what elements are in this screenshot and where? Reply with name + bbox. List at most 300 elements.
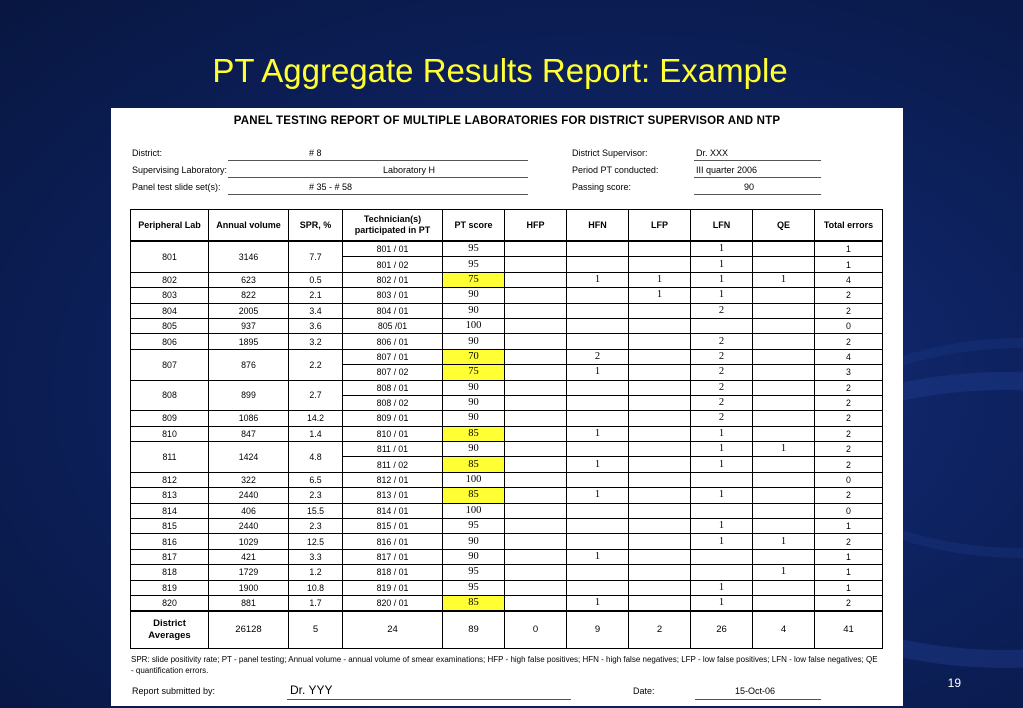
cell-total-errors: 1	[815, 549, 883, 564]
cell-hfp	[505, 457, 567, 472]
cell-volume: 847	[209, 426, 289, 441]
cell-lab: 808	[131, 380, 209, 411]
cell-hfp	[505, 411, 567, 426]
cell-lfp	[629, 411, 691, 426]
slide-number: 19	[947, 676, 961, 690]
slide-title: PT Aggregate Results Report: Example	[212, 52, 788, 89]
cell-qe	[753, 488, 815, 503]
table-row	[131, 288, 883, 303]
cell-lab: 801	[131, 241, 209, 272]
cell-lab: 817	[131, 549, 209, 564]
cell-qe	[753, 580, 815, 595]
cell-technician: 803 / 01	[343, 288, 443, 303]
district-label: District:	[132, 148, 162, 158]
cell-hfn: 1	[567, 426, 629, 441]
cell-hfn	[567, 472, 629, 487]
table-row	[131, 303, 883, 318]
cell-lab: 810	[131, 426, 209, 441]
cell-volume: 406	[209, 503, 289, 518]
cell-hfn	[567, 534, 629, 549]
cell-lfp: 1	[629, 272, 691, 287]
cell-hfn	[567, 519, 629, 534]
cell-volume: 322	[209, 472, 289, 487]
table-row	[131, 442, 883, 457]
cell-pt-score: 75	[443, 272, 505, 287]
cell-lfn: 1	[691, 288, 753, 303]
cell-lfn: 1	[691, 442, 753, 457]
table-row	[131, 334, 883, 349]
cell-technician: 818 / 01	[343, 565, 443, 580]
cell-lab: 804	[131, 303, 209, 318]
cell-volume: 876	[209, 349, 289, 380]
averages-qe: 4	[753, 611, 815, 649]
cell-lfp	[629, 241, 691, 257]
supervising-lab-row	[132, 165, 512, 179]
cell-spr: 7.7	[289, 241, 343, 272]
cell-lfp	[629, 318, 691, 333]
report-title: PANEL TESTING REPORT OF MULTIPLE LABORATORIES FOR DISTRICT SUPERVISOR AND NTP	[233, 115, 781, 127]
cell-spr: 2.3	[289, 519, 343, 534]
table-row	[131, 272, 883, 287]
cell-volume: 1729	[209, 565, 289, 580]
cell-spr: 14.2	[289, 411, 343, 426]
cell-technician: 801 / 02	[343, 257, 443, 272]
cell-spr: 3.4	[289, 303, 343, 318]
district-supervisor-row	[572, 148, 822, 162]
cell-lfn: 2	[691, 395, 753, 410]
cell-hfn	[567, 288, 629, 303]
cell-hfn	[567, 380, 629, 395]
district-row	[132, 148, 512, 162]
cell-pt-score: 85	[443, 457, 505, 472]
averages-volume: 26128	[209, 611, 289, 649]
date-row	[633, 684, 823, 700]
cell-hfp	[505, 426, 567, 441]
cell-total-errors: 1	[815, 519, 883, 534]
cell-hfp	[505, 395, 567, 410]
header-total-errors: Total errors	[815, 210, 883, 242]
cell-spr: 10.8	[289, 580, 343, 595]
cell-technician: 808 / 01	[343, 380, 443, 395]
cell-volume: 1029	[209, 534, 289, 549]
header-peripheral-lab: Peripheral Lab	[131, 210, 209, 242]
cell-technician: 815 / 01	[343, 519, 443, 534]
cell-pt-score: 90	[443, 442, 505, 457]
cell-hfn	[567, 442, 629, 457]
cell-lab: 806	[131, 334, 209, 349]
cell-total-errors: 2	[815, 380, 883, 395]
cell-lab: 819	[131, 580, 209, 595]
passing-score-row	[572, 182, 822, 196]
cell-lfn: 1	[691, 426, 753, 441]
cell-lfp	[629, 303, 691, 318]
averages-label: District Averages	[131, 611, 209, 649]
abbreviation-footnote: SPR: slide positivity rate; PT - panel testing; Annual volume - annual volume of smear examinations; HFP - high false positives; HFN - high false negatives; LFP - low false positives; LFN - low false negatives; QE - quantification errors.	[131, 655, 878, 675]
cell-total-errors: 1	[815, 580, 883, 595]
cell-lab: 813	[131, 488, 209, 503]
cell-hfp	[505, 549, 567, 564]
cell-technician: 807 / 01	[343, 349, 443, 364]
cell-lab: 818	[131, 565, 209, 580]
cell-hfp	[505, 365, 567, 380]
cell-lfn: 1	[691, 457, 753, 472]
cell-hfn	[567, 580, 629, 595]
cell-spr: 2.2	[289, 349, 343, 380]
cell-technician: 811 / 01	[343, 442, 443, 457]
cell-volume: 623	[209, 272, 289, 287]
cell-lfp: 1	[629, 288, 691, 303]
cell-volume: 1900	[209, 580, 289, 595]
date-label: Date:	[633, 686, 655, 696]
cell-qe	[753, 549, 815, 564]
header-lfp: LFP	[629, 210, 691, 242]
cell-total-errors: 2	[815, 334, 883, 349]
cell-qe	[753, 318, 815, 333]
averages-hfp: 0	[505, 611, 567, 649]
cell-hfp	[505, 318, 567, 333]
field-underline	[228, 160, 528, 161]
cell-total-errors: 0	[815, 318, 883, 333]
district-averages-row	[131, 611, 883, 649]
cell-lfn	[691, 565, 753, 580]
cell-qe	[753, 288, 815, 303]
passing-score-label: Passing score:	[572, 182, 632, 192]
table-row	[131, 488, 883, 503]
cell-technician: 816 / 01	[343, 534, 443, 549]
cell-qe	[753, 303, 815, 318]
cell-hfn: 2	[567, 349, 629, 364]
cell-qe: 1	[753, 534, 815, 549]
field-underline	[228, 177, 528, 178]
cell-technician: 806 / 01	[343, 334, 443, 349]
cell-volume: 2440	[209, 488, 289, 503]
header-lfn: LFN	[691, 210, 753, 242]
cell-spr: 3.3	[289, 549, 343, 564]
cell-lfn: 1	[691, 595, 753, 611]
cell-volume: 3146	[209, 241, 289, 272]
cell-qe	[753, 380, 815, 395]
cell-hfn	[567, 257, 629, 272]
period-value: III quarter 2006	[696, 165, 758, 175]
cell-lfp	[629, 457, 691, 472]
cell-spr: 2.1	[289, 288, 343, 303]
cell-spr: 1.2	[289, 565, 343, 580]
cell-total-errors: 1	[815, 241, 883, 257]
cell-pt-score: 95	[443, 519, 505, 534]
cell-hfn	[567, 395, 629, 410]
field-underline	[694, 194, 821, 195]
cell-lab: 805	[131, 318, 209, 333]
table-row	[131, 472, 883, 487]
cell-lfp	[629, 595, 691, 611]
cell-total-errors: 0	[815, 503, 883, 518]
header-qe: QE	[753, 210, 815, 242]
cell-lfp	[629, 426, 691, 441]
cell-hfp	[505, 334, 567, 349]
table-row	[131, 318, 883, 333]
cell-lfp	[629, 534, 691, 549]
averages-spr: 5	[289, 611, 343, 649]
cell-technician: 807 / 02	[343, 365, 443, 380]
cell-hfp	[505, 442, 567, 457]
cell-technician: 808 / 02	[343, 395, 443, 410]
cell-hfn: 1	[567, 595, 629, 611]
cell-technician: 819 / 01	[343, 580, 443, 595]
cell-qe	[753, 472, 815, 487]
cell-lab: 811	[131, 442, 209, 473]
cell-volume: 899	[209, 380, 289, 411]
cell-pt-score: 95	[443, 241, 505, 257]
cell-hfp	[505, 519, 567, 534]
cell-spr: 6.5	[289, 472, 343, 487]
cell-pt-score: 90	[443, 549, 505, 564]
table-row	[131, 549, 883, 564]
cell-hfp	[505, 257, 567, 272]
cell-volume: 1895	[209, 334, 289, 349]
period-row	[572, 165, 822, 179]
header-technicians: Technician(s) participated in PT	[343, 210, 443, 242]
passing-score-value: 90	[744, 182, 755, 192]
cell-hfp	[505, 241, 567, 257]
cell-lfn: 2	[691, 380, 753, 395]
cell-lab: 814	[131, 503, 209, 518]
cell-total-errors: 2	[815, 426, 883, 441]
table-row	[131, 503, 883, 518]
cell-hfp	[505, 349, 567, 364]
date-value: 15-Oct-06	[735, 686, 776, 696]
cell-qe	[753, 395, 815, 410]
cell-hfn	[567, 241, 629, 257]
cell-hfp	[505, 534, 567, 549]
table-row	[131, 380, 883, 395]
header-hfn: HFN	[567, 210, 629, 242]
cell-volume: 2440	[209, 519, 289, 534]
cell-lfn: 1	[691, 488, 753, 503]
table-row	[131, 534, 883, 549]
table-row	[131, 595, 883, 611]
cell-technician: 817 / 01	[343, 549, 443, 564]
cell-lfp	[629, 395, 691, 410]
cell-pt-score: 90	[443, 534, 505, 549]
table-body	[131, 241, 883, 649]
cell-lfp	[629, 334, 691, 349]
cell-technician: 805 /01	[343, 318, 443, 333]
cell-lfn: 2	[691, 303, 753, 318]
header-pt-score: PT score	[443, 210, 505, 242]
cell-qe	[753, 241, 815, 257]
table-row	[131, 580, 883, 595]
cell-qe	[753, 349, 815, 364]
cell-volume: 881	[209, 595, 289, 611]
cell-spr: 15.5	[289, 503, 343, 518]
cell-hfp	[505, 288, 567, 303]
cell-pt-score: 90	[443, 334, 505, 349]
cell-lfp	[629, 380, 691, 395]
cell-total-errors: 1	[815, 565, 883, 580]
cell-lfp	[629, 565, 691, 580]
cell-qe	[753, 426, 815, 441]
table-row	[131, 519, 883, 534]
cell-qe	[753, 334, 815, 349]
cell-technician: 809 / 01	[343, 411, 443, 426]
report-document	[111, 108, 903, 706]
cell-qe	[753, 519, 815, 534]
cell-pt-score: 100	[443, 472, 505, 487]
cell-spr: 12.5	[289, 534, 343, 549]
cell-hfn	[567, 411, 629, 426]
cell-pt-score: 85	[443, 595, 505, 611]
cell-lab: 803	[131, 288, 209, 303]
district-supervisor-value: Dr. XXX	[696, 148, 729, 158]
cell-hfn: 1	[567, 488, 629, 503]
cell-lfn	[691, 472, 753, 487]
cell-qe	[753, 595, 815, 611]
cell-pt-score: 100	[443, 318, 505, 333]
cell-hfp	[505, 488, 567, 503]
period-label: Period PT conducted:	[572, 165, 659, 175]
table-row	[131, 565, 883, 580]
cell-qe	[753, 457, 815, 472]
cell-volume: 2005	[209, 303, 289, 318]
cell-lab: 809	[131, 411, 209, 426]
cell-technician: 812 / 01	[343, 472, 443, 487]
header-spr: SPR, %	[289, 210, 343, 242]
supervising-lab-label: Supervising Laboratory:	[132, 165, 228, 175]
cell-hfn: 1	[567, 457, 629, 472]
cell-volume: 937	[209, 318, 289, 333]
cell-lfp	[629, 442, 691, 457]
field-underline	[694, 177, 821, 178]
cell-spr: 2.7	[289, 380, 343, 411]
cell-total-errors: 4	[815, 272, 883, 287]
cell-lfn: 1	[691, 241, 753, 257]
cell-hfn	[567, 503, 629, 518]
cell-lab: 820	[131, 595, 209, 611]
cell-qe: 1	[753, 272, 815, 287]
cell-qe	[753, 411, 815, 426]
cell-lfp	[629, 580, 691, 595]
cell-hfn: 1	[567, 365, 629, 380]
cell-pt-score: 95	[443, 257, 505, 272]
cell-volume: 822	[209, 288, 289, 303]
cell-hfp	[505, 380, 567, 395]
cell-volume: 1424	[209, 442, 289, 473]
cell-pt-score: 100	[443, 503, 505, 518]
cell-pt-score: 90	[443, 288, 505, 303]
cell-spr: 1.4	[289, 426, 343, 441]
cell-qe	[753, 365, 815, 380]
field-underline	[695, 699, 821, 700]
cell-lfn: 1	[691, 534, 753, 549]
cell-spr: 0.5	[289, 272, 343, 287]
cell-lfp	[629, 488, 691, 503]
cell-technician: 813 / 01	[343, 488, 443, 503]
cell-technician: 814 / 01	[343, 503, 443, 518]
cell-spr: 3.2	[289, 334, 343, 349]
results-table	[130, 209, 883, 649]
cell-lab: 807	[131, 349, 209, 380]
cell-lfn: 1	[691, 257, 753, 272]
averages-hfn: 9	[567, 611, 629, 649]
cell-lfn: 1	[691, 272, 753, 287]
cell-total-errors: 2	[815, 442, 883, 457]
cell-total-errors: 2	[815, 411, 883, 426]
cell-hfp	[505, 303, 567, 318]
cell-hfp	[505, 565, 567, 580]
cell-lfn: 1	[691, 580, 753, 595]
cell-hfn	[567, 318, 629, 333]
cell-lfn	[691, 549, 753, 564]
cell-lfp	[629, 472, 691, 487]
slide-set-label: Panel test slide set(s):	[132, 182, 221, 192]
cell-pt-score: 70	[443, 349, 505, 364]
district-value: # 8	[309, 148, 322, 158]
header-annual-volume: Annual volume	[209, 210, 289, 242]
cell-qe	[753, 503, 815, 518]
cell-pt-score: 90	[443, 380, 505, 395]
cell-pt-score: 90	[443, 303, 505, 318]
cell-lab: 815	[131, 519, 209, 534]
cell-lfp	[629, 549, 691, 564]
cell-technician: 820 / 01	[343, 595, 443, 611]
averages-techs: 24	[343, 611, 443, 649]
table-header-row	[131, 210, 883, 242]
averages-lfp: 2	[629, 611, 691, 649]
cell-lfp	[629, 257, 691, 272]
cell-lfn: 1	[691, 519, 753, 534]
cell-total-errors: 2	[815, 288, 883, 303]
cell-lfp	[629, 503, 691, 518]
cell-technician: 802 / 01	[343, 272, 443, 287]
cell-total-errors: 4	[815, 349, 883, 364]
cell-pt-score: 85	[443, 488, 505, 503]
cell-pt-score: 95	[443, 580, 505, 595]
table-row	[131, 349, 883, 364]
cell-hfp	[505, 503, 567, 518]
cell-technician: 810 / 01	[343, 426, 443, 441]
cell-pt-score: 85	[443, 426, 505, 441]
cell-technician: 811 / 02	[343, 457, 443, 472]
submitted-by-value: Dr. YYY	[290, 683, 333, 697]
field-underline	[694, 160, 821, 161]
cell-lfn: 2	[691, 349, 753, 364]
submitted-by-label: Report submitted by:	[132, 686, 216, 696]
cell-qe: 1	[753, 565, 815, 580]
cell-lfn	[691, 318, 753, 333]
cell-lfn: 2	[691, 365, 753, 380]
cell-hfp	[505, 472, 567, 487]
field-underline	[287, 699, 571, 700]
table-row	[131, 411, 883, 426]
district-supervisor-label: District Supervisor:	[572, 148, 648, 158]
cell-hfp	[505, 272, 567, 287]
cell-lab: 802	[131, 272, 209, 287]
cell-hfn	[567, 565, 629, 580]
cell-lfn: 2	[691, 411, 753, 426]
cell-pt-score: 95	[443, 565, 505, 580]
cell-total-errors: 0	[815, 472, 883, 487]
cell-lfp	[629, 519, 691, 534]
slide-set-value: # 35 - # 58	[309, 182, 353, 192]
header-hfp: HFP	[505, 210, 567, 242]
cell-hfn	[567, 334, 629, 349]
cell-lfn	[691, 503, 753, 518]
cell-total-errors: 2	[815, 303, 883, 318]
cell-total-errors: 1	[815, 257, 883, 272]
cell-technician: 804 / 01	[343, 303, 443, 318]
cell-hfn: 1	[567, 272, 629, 287]
cell-pt-score: 90	[443, 395, 505, 410]
